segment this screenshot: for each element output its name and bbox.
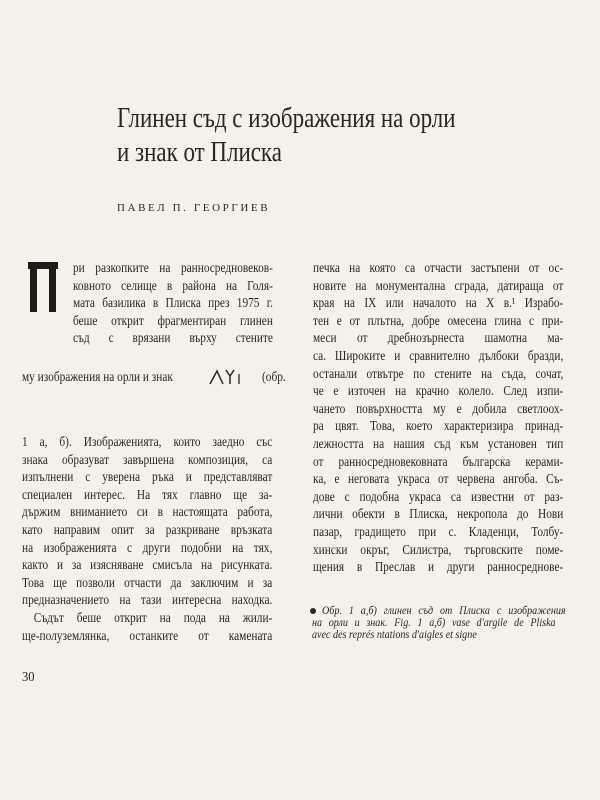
caption-line: Обр. 1 а,б) глинен съд от Плиска с изображения bbox=[322, 603, 566, 617]
drop-cap bbox=[28, 262, 58, 312]
text-line: края на IX или началото на X в.¹ Израбо- bbox=[313, 295, 564, 311]
text-line: предназначението на тази интересна находка. bbox=[22, 592, 273, 608]
text-line: Това ще позволи отчасти да заключим и за bbox=[22, 574, 273, 590]
text-line: хински окръг, Силистра, търговските поме- bbox=[313, 541, 564, 557]
text-line: (обр. bbox=[262, 369, 286, 384]
text-line: както и за изясняване смисъла на рисунката. bbox=[22, 557, 273, 573]
text-line: ри разкопките на ранносредновеков- bbox=[73, 260, 273, 275]
text-line: лични обекти в Плиска, некропола до Нови bbox=[313, 506, 564, 522]
text-line: от ранносредновековната българска керами- bbox=[313, 453, 564, 469]
text-line: тен е от плътна, добре омесена глина с при- bbox=[313, 312, 564, 328]
text-line: ра цвят. Това, което характеризира принад- bbox=[313, 418, 564, 434]
figure-caption bbox=[312, 603, 600, 641]
text-line: 1 а, б). Изображенията, които заедно със bbox=[22, 434, 273, 449]
text-line: като направим опит за разкриване връзката bbox=[22, 521, 273, 537]
bullet-icon bbox=[310, 608, 316, 614]
caption-line: на орли и знак. Fig. 1 a,б) vase d'argile de Pliska bbox=[312, 615, 556, 629]
text-line: са. Широките и сравнително дълбоки бразди, bbox=[313, 347, 564, 363]
text-line: ковното селище в района на Голя- bbox=[73, 277, 273, 293]
text-line: на изображенията с други подобни на тях, bbox=[22, 539, 273, 555]
text-line: чането повърхността му е добила светлоох- bbox=[313, 400, 564, 416]
page-number: 30 bbox=[22, 670, 35, 685]
article-title bbox=[117, 102, 456, 170]
left-column bbox=[22, 433, 320, 644]
text-line: печка на която са отчасти застъпени от ос- bbox=[313, 260, 564, 275]
text-line: съд с врязани върху стените bbox=[73, 330, 273, 346]
text-line: беше открит фрагментиран глинен bbox=[73, 312, 273, 328]
sign-line bbox=[22, 368, 286, 388]
text-line: лежността на нашия съд към установен тип bbox=[313, 435, 564, 451]
text-line: изпълнени с уверена ръка и представляват bbox=[22, 469, 273, 485]
text-line: Съдът беше открит на пода на жили- bbox=[33, 609, 273, 625]
intro-block bbox=[73, 259, 273, 347]
text-line: знака образуват завършена композиция, са bbox=[22, 451, 273, 467]
title-line: и знак от Плиска bbox=[117, 137, 282, 168]
text-line: дове с подобна украса са известни от раз- bbox=[313, 488, 564, 504]
text-line: че е източен на крачно колело. След изпи- bbox=[313, 383, 564, 399]
text-line: останали отвътре по стените на съда, сочат, bbox=[313, 365, 564, 381]
title-line: Глинен съд с изображения на орли bbox=[117, 103, 456, 134]
right-column bbox=[313, 259, 600, 576]
text-line: му изображения на орли и знак bbox=[22, 369, 173, 384]
caption-line: avec des représ ntations d'aigles et signe bbox=[312, 627, 477, 641]
text-line: новите на монументална сграда, датираща от bbox=[313, 277, 564, 293]
runic-sign-icon bbox=[208, 366, 244, 386]
text-line: меси от дребнозърнеста шамотна ма- bbox=[313, 330, 564, 346]
text-line: мата базилика в Плиска през 1975 г. bbox=[73, 295, 273, 311]
text-line: щения в Преслав и други ранносредновe- bbox=[313, 559, 564, 575]
text-line: специален интерес. На тях главно ще за- bbox=[22, 486, 273, 502]
text-line: ка, е неговата украса от червена ангоба. Съ- bbox=[313, 471, 564, 487]
text-line: пазар, градището при с. Кладенци, Толбу- bbox=[313, 523, 564, 539]
text-line: ще-полуземлянка, останките от камената bbox=[22, 627, 273, 643]
author: ПАВЕЛ П. ГЕОРГИЕВ bbox=[117, 202, 271, 214]
text-line: държим вниманието си в настоящата работа, bbox=[22, 504, 273, 520]
